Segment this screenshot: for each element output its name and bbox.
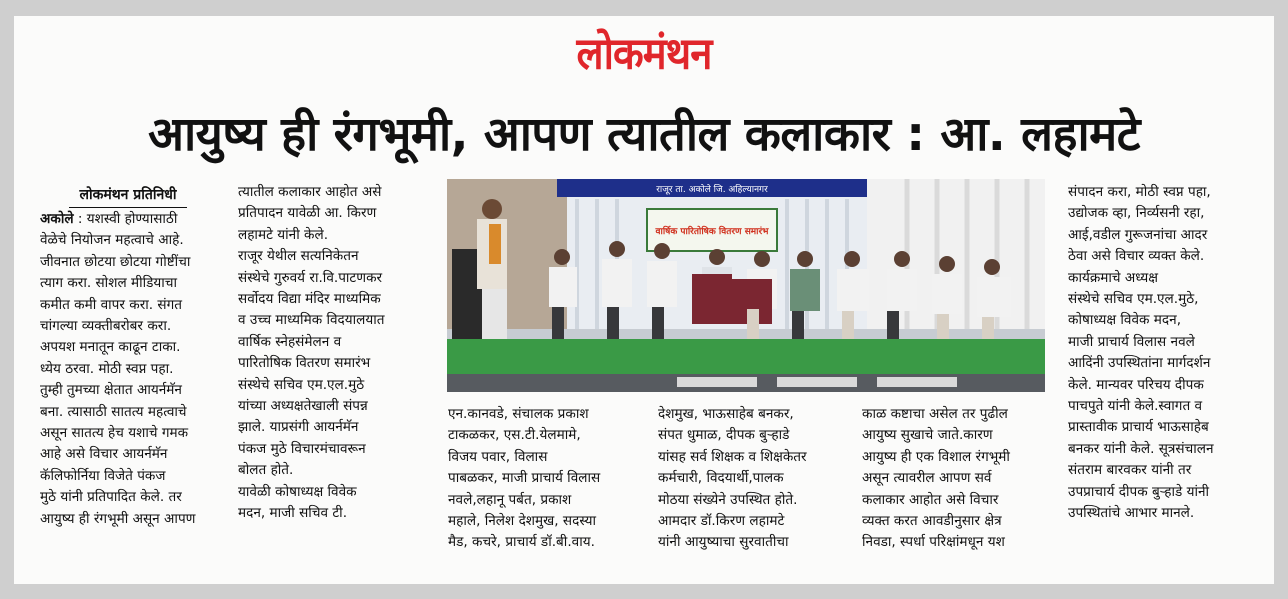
column-1-text: : यशस्वी होण्यासाठी वेळेचे नियोजन महत्वाचे आहे. जीवनात छोटया छोटया गोष्टींचा त्याग करा. सोशल मीडियाचा कमीत कमी वापर करा. संगत चांगल्या व्यक्तीबरोबर करा. अपयश मनातून काढून टाका. ध्येय ठरवा. मोठी स्वप्न पहा. तुम्ही तुमच्या क्षेतात आयर्नमॅन बना. त्यासाठी सातत्य महत्वाचे असून सातत्य हेच यशाचे गमक आहे असे विचार आयर्नमॅन कॅलिफोर्निया विजेते पंकज मुठे यांनी प्रतिपादित केले. तर आयुष्य ही रंगभूमी असून आपण bbox=[40, 211, 196, 527]
article-column-1 bbox=[40, 209, 220, 530]
banner-text: राजूर ता. अकोले जि. अहिल्यानगर bbox=[656, 185, 768, 195]
headline: आयुष्य ही रंगभूमी, आपण त्यातील कलाकार : आ. लहामटे bbox=[148, 107, 1140, 162]
masthead-logo: लोकमंथन bbox=[576, 28, 712, 80]
article-column-4: देशमुख, भाऊसाहेब बनकर, संपत धुमाळ, दीपक बुऱ्हाडे यांसह सर्व शिक्षक व शिक्षकेतर कर्मचारी, विदयार्थी,पालक मोठया संख्येने उपस्थित होते. आमदार डॉ.किरण लहामटे यांनी आयुष्याचा सुरवातीचा bbox=[658, 406, 807, 551]
article-column-3: एन.कानवडे, संचालक प्रकाश टाकळकर, एस.टी.येलमामे, विजय पवार, विलास पाबळकर, माजी प्राचार्य विलास नवले,लहानू पर्बत, प्रकाश महाले, निलेश देशमुख, सदस्या मैड, कचरे, प्राचार्य डॉ.बी.वाय. bbox=[448, 406, 601, 551]
byline: लोकमंथन प्रतिनिधी bbox=[69, 185, 187, 208]
dateline-place: अकोले bbox=[40, 211, 74, 227]
stage-carpet bbox=[447, 339, 1045, 377]
stage-photo-graphic bbox=[447, 179, 1045, 392]
article-column-2: त्यातील कलाकार आहोत असे प्रतिपादन यावेळी आ. किरण लहामटे यांनी केले. राजूर येथील सत्यनिकेतन संस्थेचे गुरुवर्य रा.वि.पाटणकर सर्वोदय विद्या मंदिर माध्यमिक व उच्च माध्यमिक विदयालयात वार्षिक स्नेहसंमेलन व पारितोषिक वितरण समारंभ संस्थेचे सचिव एम.एल.मुठे यांच्या अध्यक्षतेखाली संपन्न झाले. याप्रसंगी आयर्नमॅन पंकज मुठे विचारमंचावरून बोलत होते. यावेळी कोषाध्यक्ष विवेक मदन, माजी सचिव टी. bbox=[238, 184, 385, 522]
board-text: वार्षिक पारितोषिक वितरण समारंभ bbox=[655, 227, 769, 237]
event-photo bbox=[447, 179, 1045, 392]
newspaper-clipping bbox=[14, 16, 1274, 584]
article-column-6: संपादन करा, मोठी स्वप्न पहा, उद्योजक व्हा, निर्व्यसनी रहा, आई,वडील गुरूजनांचा आदर ठेवा असे विचार व्यक्त केले. कार्यक्रमाचे अध्यक्ष संस्थेचे सचिव एम.एल.मुठे, कोषाध्यक्ष विवेक मदन, माजी प्राचार्य विलास नवले आदिंनी उपस्थितांना मार्गदर्शन केले. मान्यवर परिचय दीपक पाचपुते यांनी केले.स्वागत व प्रास्तावीक प्राचार्य भाऊसाहेब बनकर यांनी केले. सूत्रसंचालन संतराम बारवकर यांनी तर उपप्राचार्य दीपक बुऱ्हाडे यांनी उपस्थितांचे आभार मानले. bbox=[1068, 184, 1214, 522]
article-column-5: काळ कष्टाचा असेल तर पुढील आयुष्य सुखाचे जाते.कारण आयुष्य ही एक विशाल रंगभूमी असून त्यावरील आपण सर्व कलाकार आहोत असे विचार व्यक्त करत आवडीनुसार क्षेत्र निवडा, स्पर्धा परिक्षांमधून यश bbox=[862, 406, 1010, 551]
